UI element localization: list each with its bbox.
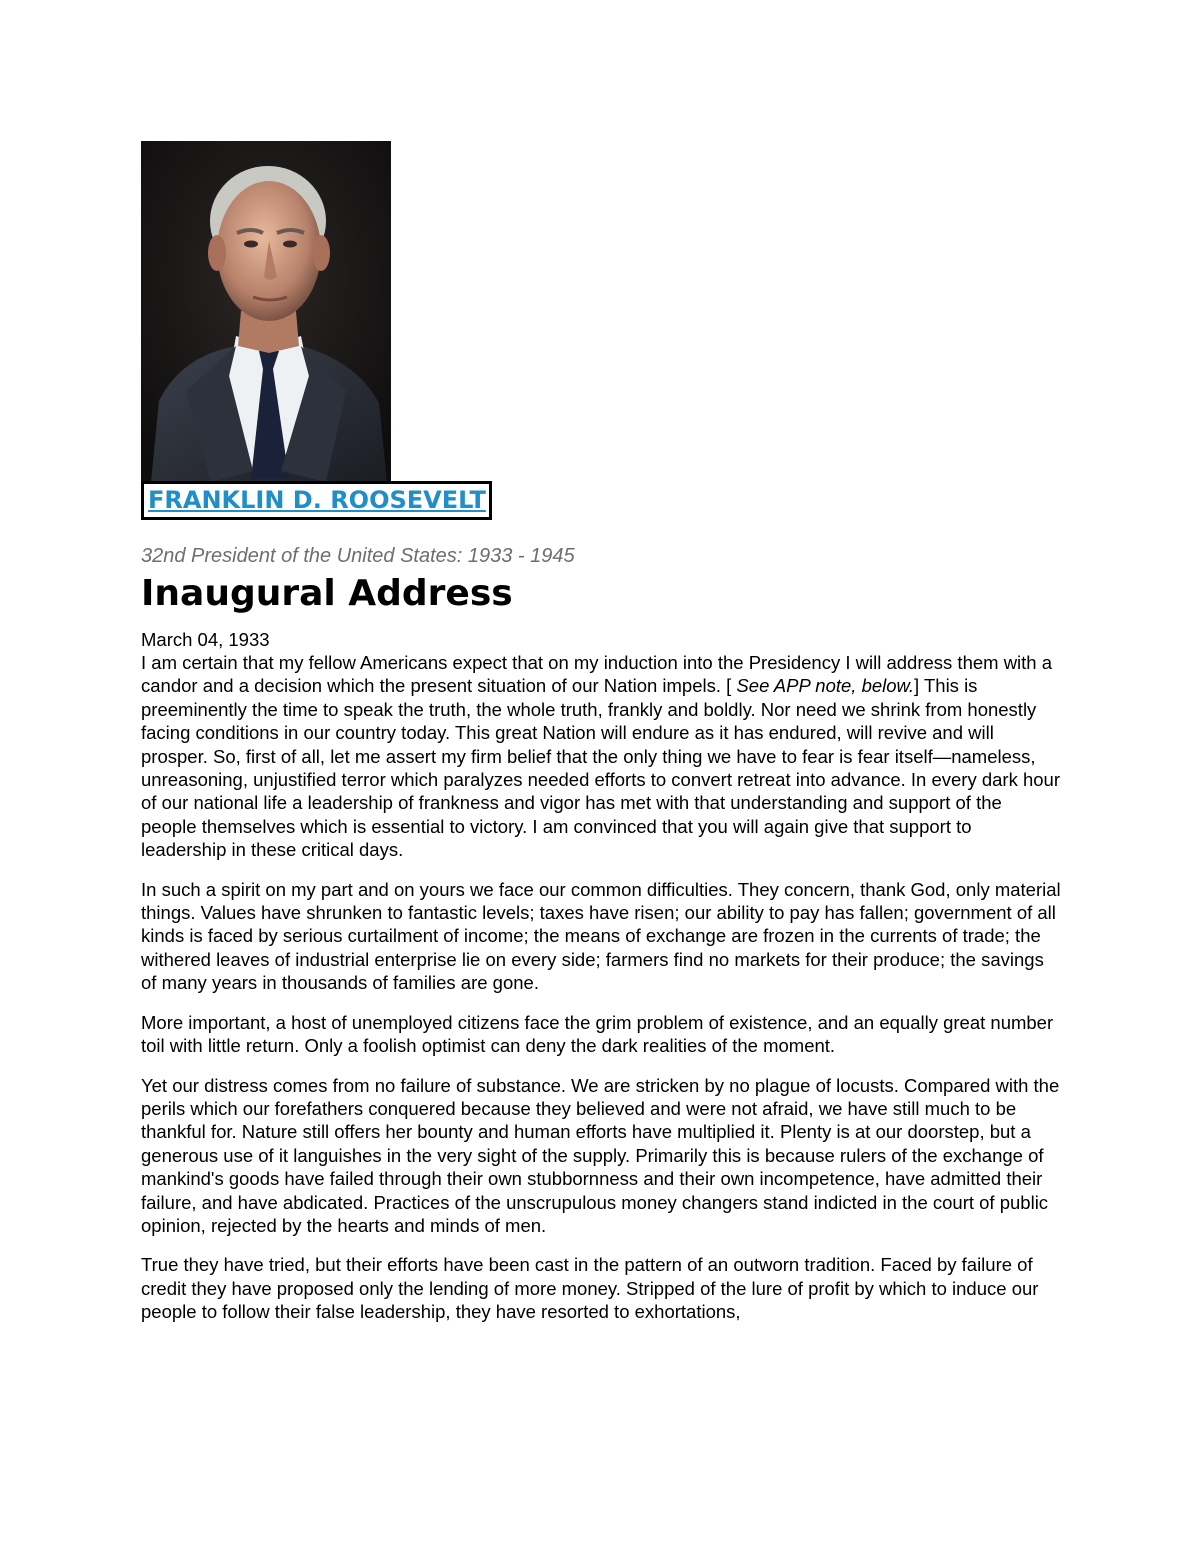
- president-name-link[interactable]: FRANKLIN D. ROOSEVELT: [148, 486, 486, 514]
- name-link-box: [141, 481, 492, 520]
- app-note-reference: See APP note, below.: [731, 675, 915, 697]
- paragraph-2: In such a spirit on my part and on yours we face our common difficulties. They concern, thank God, only material things. Values have shrunken to fantastic levels; taxes have risen; our ability to pay has fallen; government of all kinds is faced by serious curtailment of income; the means of exchange are frozen in the currents of trade; the withered leaves of industrial enterprise lie on every side; farmers find no markets for their produce; the savings of many years in thousands of families are gone.: [141, 878, 1061, 994]
- paragraph-1-text-a: I am certain that my fellow Americans expect that on my induction into the Presidency I will address them with a candor and a decision which the present situation of our Nation impels. [: [141, 652, 1053, 697]
- paragraph-1-text-b: ] This is preeminently the time to speak the truth, the whole truth, frankly and boldly. Nor need we shrink from honestly facing conditions in our country today. This great Nation will endure as it has endured, will revive and will prosper. So, first of all, let me assert my firm belief that the only thing we have to fear is fear itself—nameless, unreasoning, unjustified terror which paralyzes needed efforts to convert retreat into advance. In every dark hour of our national life a leadership of frankness and vigor has met with that understanding and support of the people themselves which is essential to victory. I am convinced that you will again give that support to leadership in these critical days.: [141, 675, 1061, 861]
- page-title: Inaugural Address: [141, 573, 513, 614]
- paragraph-5: True they have tried, but their efforts have been cast in the pattern of an outworn tradition. Faced by failure of credit they have proposed only the lending of more money. Stripped of the lure of profit by which to induce our people to follow their false leadership, they have resorted to exhortations,: [141, 1254, 1039, 1323]
- paragraph-1: [141, 651, 1061, 862]
- paragraph-3: More important, a host of unemployed citizens face the grim problem of existence, and an equally great number toil with little return. Only a foolish optimist can deny the dark realities of the moment.: [141, 1011, 1054, 1057]
- subtitle: 32nd President of the United States: 1933 - 1945: [141, 545, 575, 567]
- speech-date: March 04, 1933: [141, 629, 270, 650]
- document-body: [141, 141, 1061, 1340]
- portrait-photo-icon: [141, 141, 391, 482]
- paragraph-4: Yet our distress comes from no failure of substance. We are stricken by no plague of locusts. Compared with the perils which our forefathers conquered because they believed and were not afraid, we have still much to be thankful for. Nature still offers her bounty and human efforts have multiplied it. Plenty is at our doorstep, but a generous use of it languishes in the very sight of the supply. Primarily this is because rulers of the exchange of mankind's goods have failed through their own stubbornness and their own incompetence, have admitted their failure, and have abdicated. Practices of the unscrupulous money changers stand indicted in the court of public opinion, rejected by the hearts and minds of men.: [141, 1074, 1060, 1236]
